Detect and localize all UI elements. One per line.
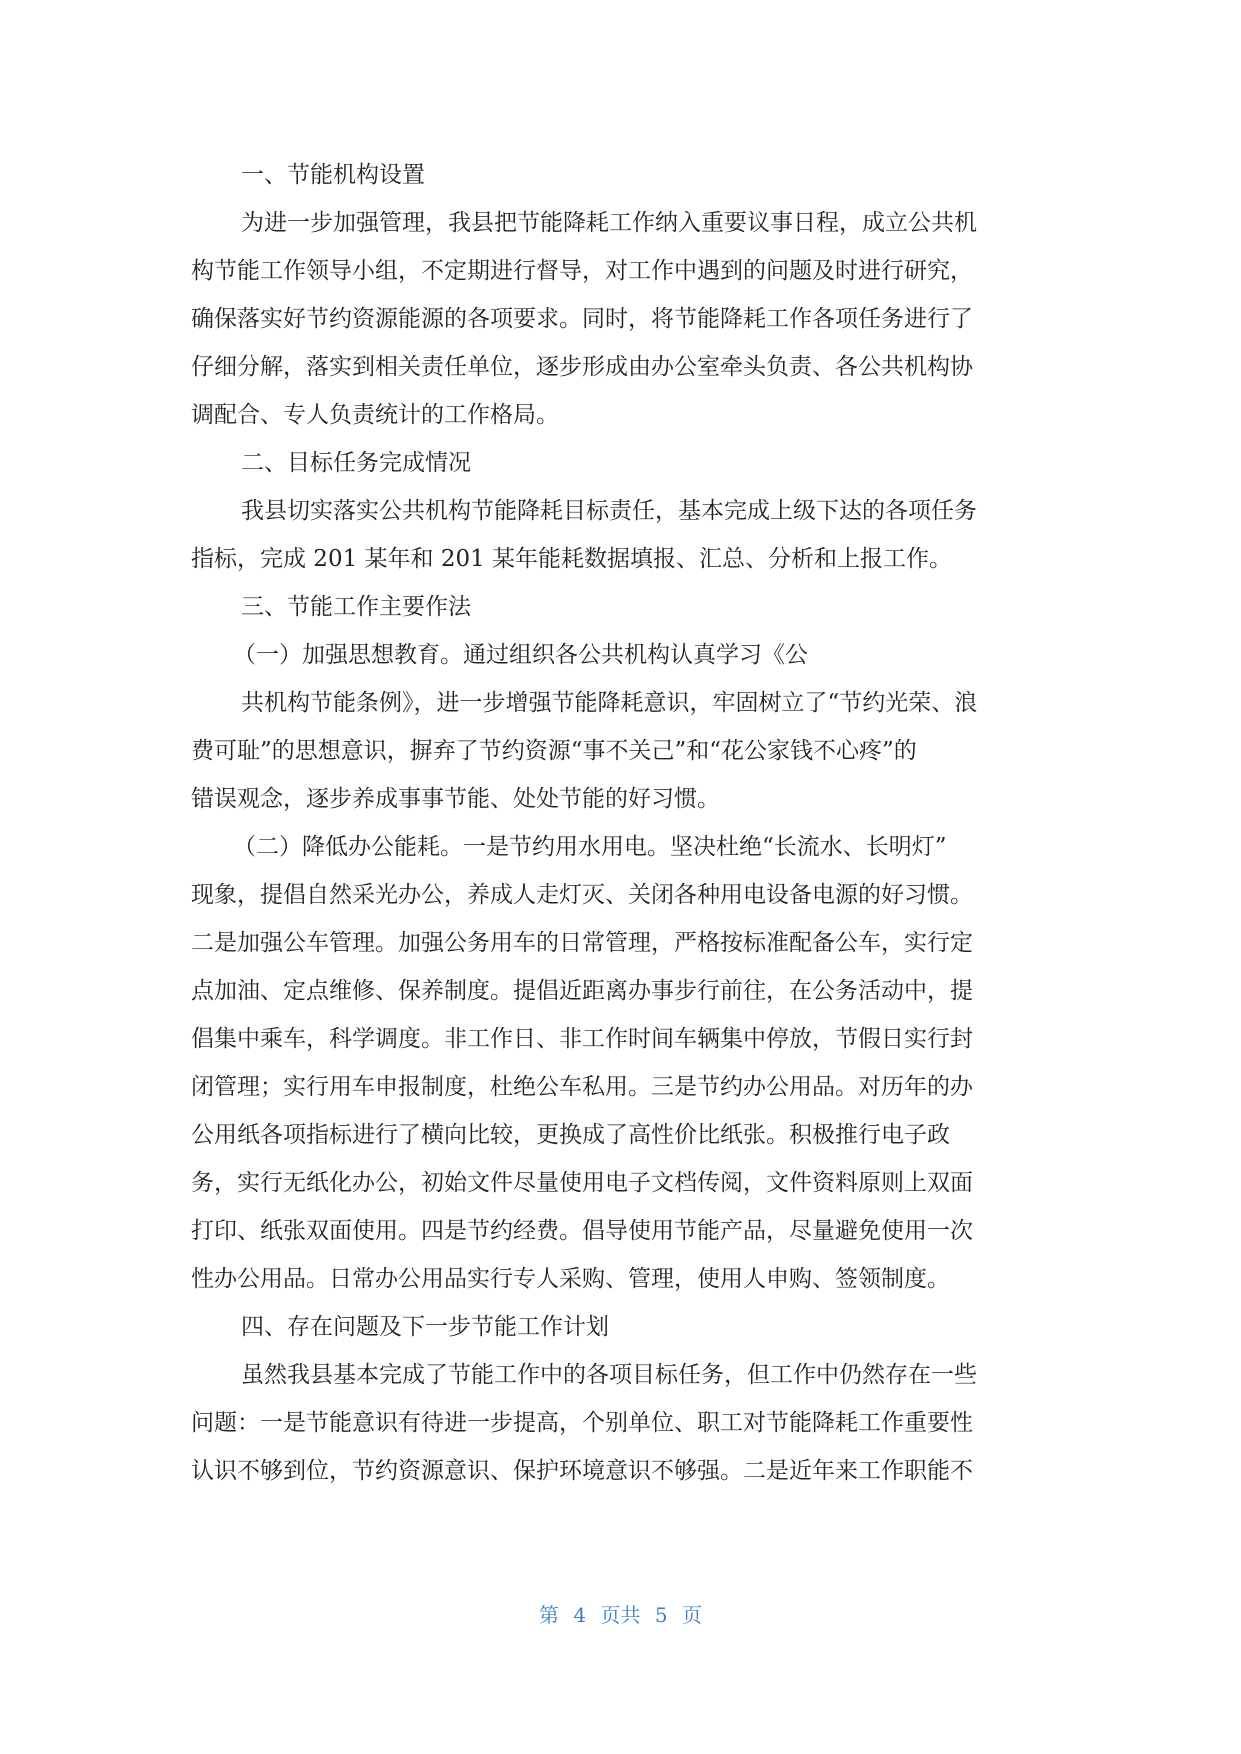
paragraph-line: 认识不够到位，节约资源意识、保护环境意识不够强。二是近年来工作职能不 bbox=[191, 1458, 973, 1484]
paragraph-line: 错误观念，逐步养成事事节能、处处节能的好习惯。 bbox=[191, 786, 720, 812]
subsection-heading-1: （一）加强思想教育。通过组织各公共机构认真学习《公 bbox=[233, 642, 808, 668]
paragraph-line: 我县切实落实公共机构节能降耗目标责任，基本完成上级下达的各项任务 bbox=[241, 498, 977, 524]
paragraph-line: 务，实行无纸化办公，初始文件尽量使用电子文档传阅，文件资料原则上双面 bbox=[191, 1170, 973, 1196]
paragraph-line: 二是加强公车管理。加强公务用车的日常管理，严格按标准配备公车，实行定 bbox=[191, 930, 973, 956]
paragraph-line: 点加油、定点维修、保养制度。提倡近距离办事步行前往，在公务活动中，提 bbox=[191, 978, 973, 1004]
paragraph-line: 打印、纸张双面使用。四是节约经费。倡导使用节能产品，尽量避免使用一次 bbox=[191, 1218, 973, 1244]
section-heading-2: 二、目标任务完成情况 bbox=[241, 450, 471, 476]
paragraph-line: 性办公用品。日常办公用品实行专人采购、管理，使用人申购、签领制度。 bbox=[191, 1266, 950, 1292]
paragraph-line: 指标，完成 201 某年和 201 某年能耗数据填报、汇总、分析和上报工作。 bbox=[191, 546, 953, 572]
footer-of-label: 页共 bbox=[600, 1603, 641, 1627]
page-footer bbox=[0, 1600, 1241, 1630]
section-heading-1: 一、节能机构设置 bbox=[241, 162, 425, 188]
paragraph-line: 调配合、专人负责统计的工作格局。 bbox=[191, 402, 559, 428]
paragraph-line: 倡集中乘车，科学调度。非工作日、非工作时间车辆集中停放，节假日实行封 bbox=[191, 1026, 973, 1052]
subsection-heading-2: （二）降低办公能耗。一是节约用水用电。坚决杜绝“长流水、长明灯” bbox=[233, 834, 947, 860]
footer-page-suffix: 页 bbox=[681, 1603, 702, 1627]
paragraph-line: 费可耻”的思想意识，摒弃了节约资源“事不关己”和“花公家钱不心疼”的 bbox=[191, 738, 917, 764]
paragraph-line: 闭管理；实行用车申报制度，杜绝公车私用。三是节约办公用品。对历年的办 bbox=[191, 1074, 973, 1100]
footer-total-pages: 5 bbox=[654, 1603, 668, 1627]
footer-current-page: 4 bbox=[573, 1603, 587, 1627]
paragraph-line: 为进一步加强管理，我县把节能降耗工作纳入重要议事日程，成立公共机 bbox=[241, 210, 977, 236]
paragraph-line: 问题：一是节能意识有待进一步提高，个别单位、职工对节能降耗工作重要性 bbox=[191, 1410, 973, 1436]
paragraph-line: 共机构节能条例》，进一步增强节能降耗意识，牢固树立了“节约光荣、浪 bbox=[241, 690, 978, 716]
paragraph-line: 构节能工作领导小组，不定期进行督导，对工作中遇到的问题及时进行研究， bbox=[191, 258, 973, 284]
paragraph-line: 仔细分解，落实到相关责任单位，逐步形成由办公室牵头负责、各公共机构协 bbox=[191, 354, 973, 380]
paragraph-line: 确保落实好节约资源能源的各项要求。同时，将节能降耗工作各项任务进行了 bbox=[191, 306, 973, 332]
footer-page-label: 第 bbox=[539, 1603, 560, 1627]
section-heading-4: 四、存在问题及下一步节能工作计划 bbox=[241, 1314, 609, 1340]
paragraph-line: 现象，提倡自然采光办公，养成人走灯灭、关闭各种用电设备电源的好习惯。 bbox=[191, 882, 973, 908]
paragraph-line: 虽然我县基本完成了节能工作中的各项目标任务，但工作中仍然存在一些 bbox=[241, 1362, 977, 1388]
paragraph-line: 公用纸各项指标进行了横向比较，更换成了高性价比纸张。积极推行电子政 bbox=[191, 1122, 950, 1148]
section-heading-3: 三、节能工作主要作法 bbox=[241, 594, 471, 620]
